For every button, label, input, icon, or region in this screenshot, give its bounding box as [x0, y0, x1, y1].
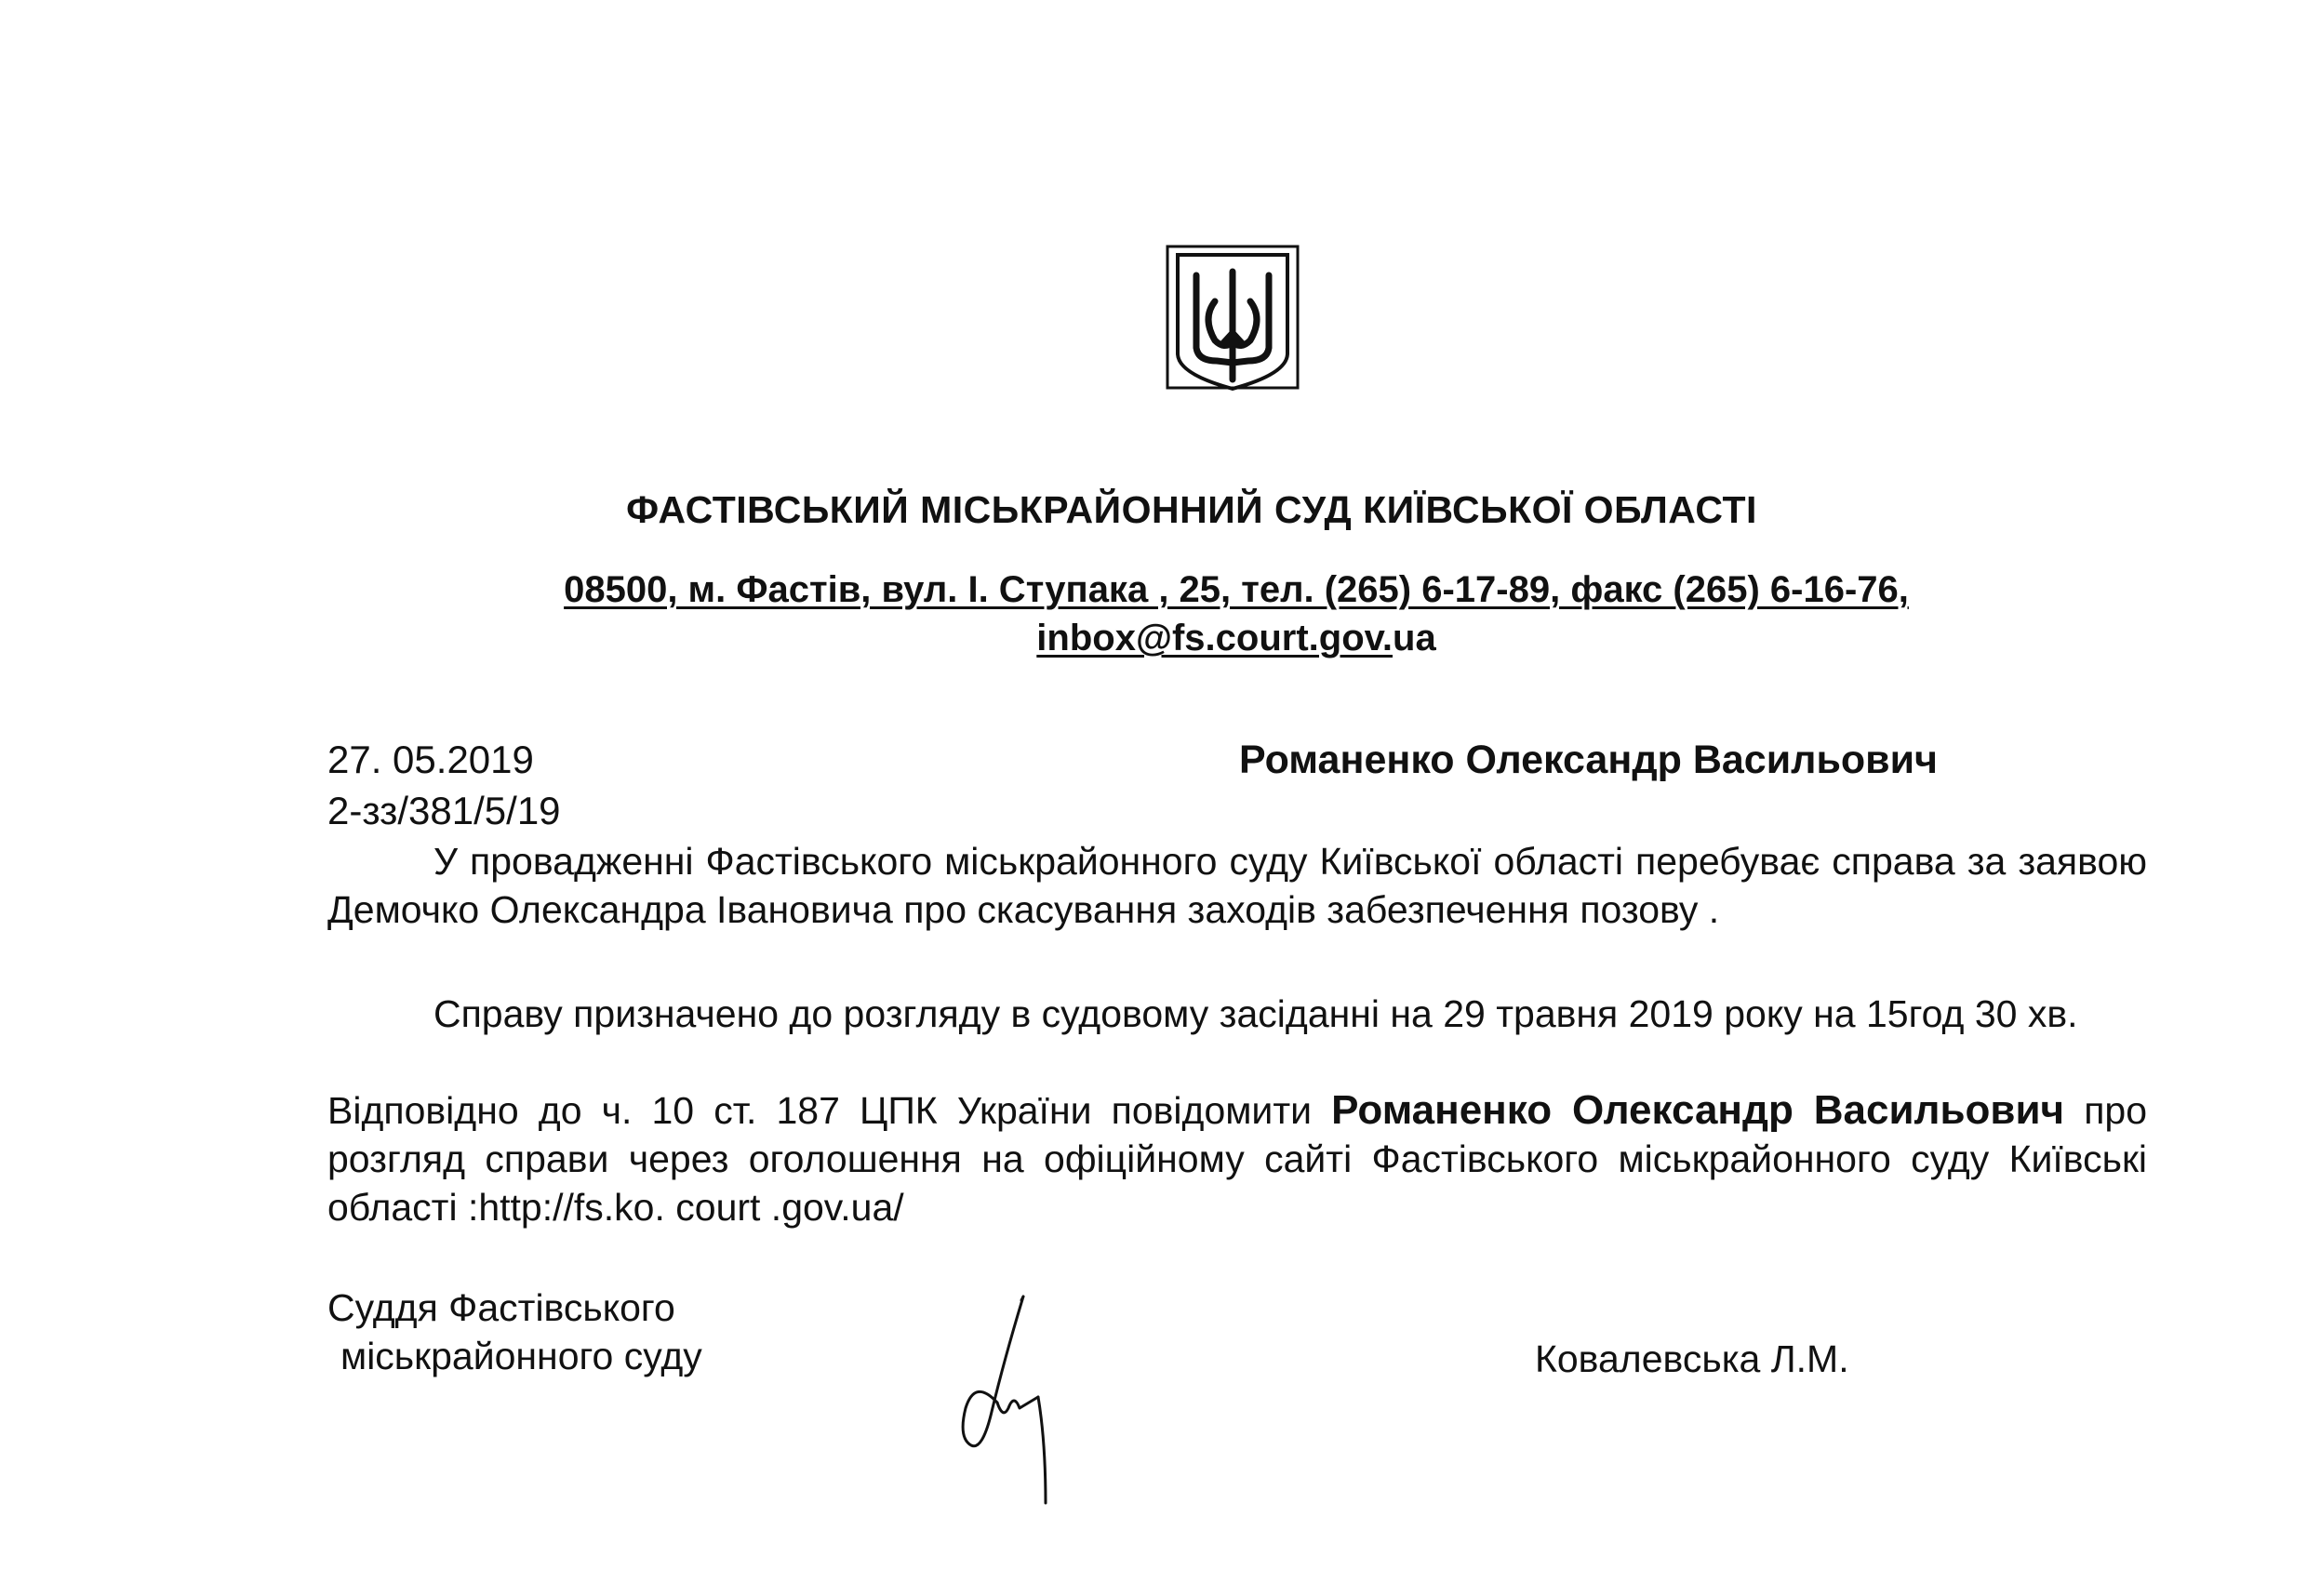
paragraph-proceedings: У провадженні Фастівського міськрайонного суду Київської області перебуває справа за заявою Демочко Олександра Івановича про скасування заходів забезпечення позову .	[327, 840, 2147, 931]
recipient-name: Романенко Олександр Васильович	[1239, 738, 1938, 782]
case-number: 2-зз/381/5/19	[327, 789, 561, 832]
address-line: 08500, м. Фастів, вул. І. Ступака , 25, тел. (265) 6-17-89, факс (265) 6-16-76,	[564, 569, 1909, 610]
court-name-text: ФАСТІВСЬКИЙ МІСЬКРАЙОННИЙ СУД КИЇВСЬКОЇ ОБЛАСТІ	[626, 488, 1757, 531]
trident-emblem-icon	[1165, 244, 1300, 396]
judge-name: Ковалевська Л.М.	[1535, 1337, 1849, 1380]
document-date: 27. 05.2019	[327, 738, 534, 781]
handwritten-signature	[949, 1293, 1070, 1507]
notification-text-start: Відповідно до ч. 10 ст. 187 ЦПК України повідомити	[327, 1089, 1332, 1132]
judge-title	[327, 1283, 702, 1380]
judge-title-line2: міськрайонного суду	[340, 1335, 702, 1377]
paragraph-notification	[327, 1086, 2147, 1231]
notification-text-end: про розгляд справи через оголошення на офіційному сайті Фастівського міськрайонного суду Київські області :http://fs.ko. court .gov.ua/	[327, 1089, 2147, 1229]
notification-recipient-name: Романенко Олександр Васильович	[1331, 1087, 2065, 1133]
email-tail: ua	[1393, 618, 1436, 658]
court-address	[450, 565, 2022, 662]
email-link[interactable]: inbox@fs.court.gov.	[1036, 618, 1394, 658]
judge-title-line1: Суддя Фастівського	[327, 1286, 675, 1329]
court-name-heading	[0, 488, 2307, 532]
paragraph-hearing-date: Справу призначено до розгляду в судовому засіданні на 29 травня 2019 року на 15год 30 хв.	[433, 992, 2078, 1035]
